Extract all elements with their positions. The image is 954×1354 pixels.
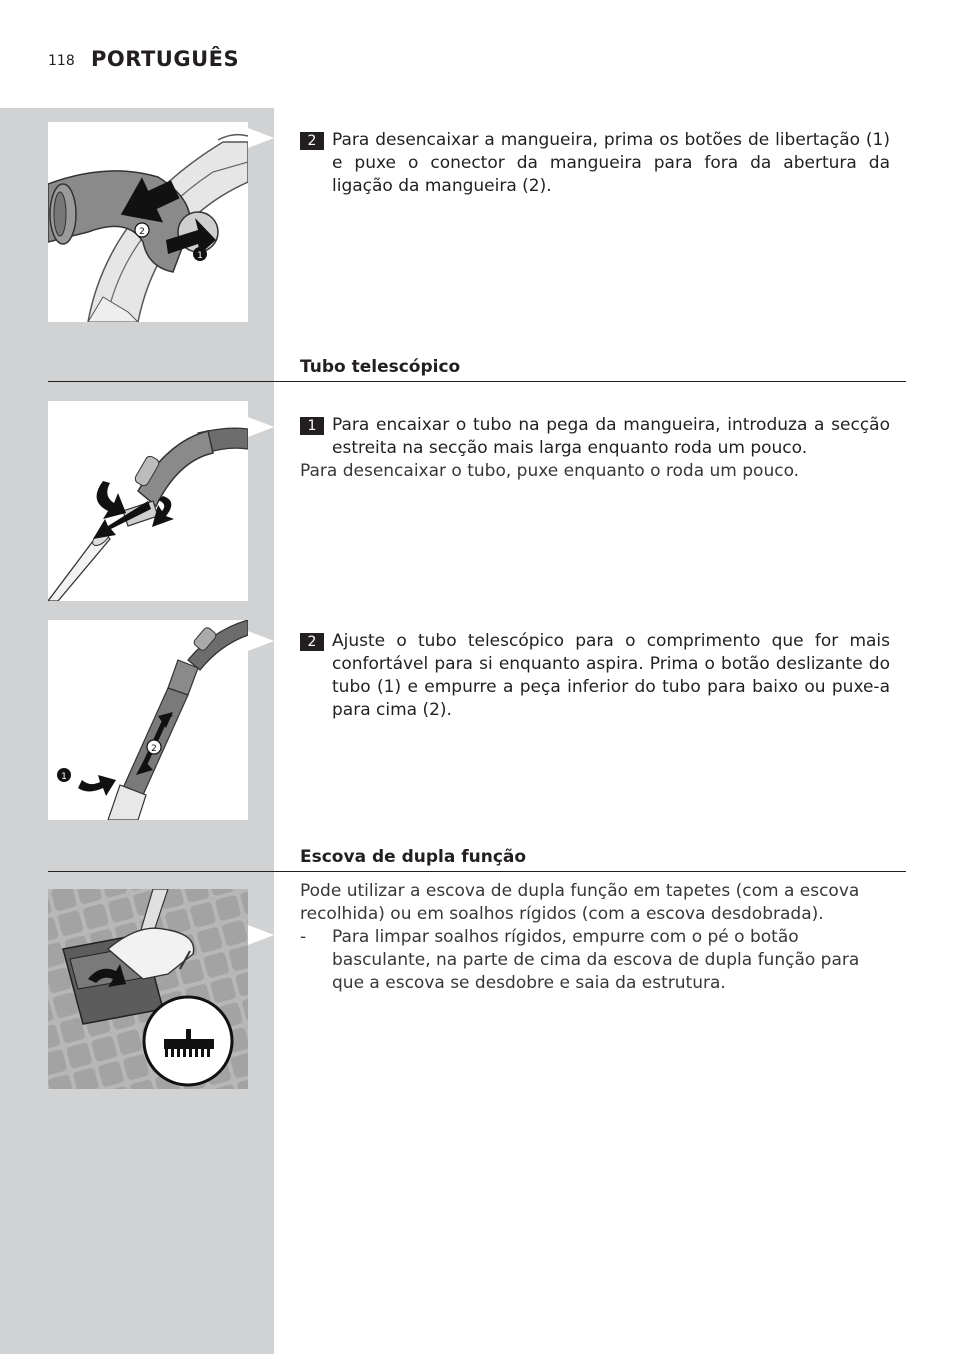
- heading-dual-brush: Escova de dupla função: [300, 847, 527, 867]
- detach-tube-note: Para desencaixar o tubo, puxe enquanto o roda um pouco.: [300, 461, 800, 481]
- badge-1: 1: [61, 772, 67, 782]
- step-text: Para desencaixar a mangueira, prima os botões de libertação (1) e puxe o conector da mangueira para fora da abertura da ligação da mangueira (2).: [332, 130, 890, 196]
- brush-floor-illustration: [48, 889, 248, 1089]
- badge-1: 1: [197, 251, 203, 261]
- step-number: 2: [300, 132, 324, 150]
- badge-2: 2: [139, 227, 145, 237]
- illustration-pointer: [248, 925, 274, 945]
- brush-intro-text: Pode utilizar a escova de dupla função em tapetes (com a escova recolhida) ou em soalhos rígidos (com a escova desdobrada).: [300, 881, 860, 924]
- illustration-pointer: [248, 631, 274, 651]
- badge-2: 2: [151, 744, 157, 754]
- tube-attach-illustration: [48, 401, 248, 601]
- page-number: 118: [48, 53, 75, 69]
- bullet-text: Para limpar soalhos rígidos, empurre com o pé o botão basculante, na parte de cima da escova de dupla função para que a escova se desdobre e saia da estrutura.: [332, 927, 860, 993]
- illustration-pointer: [248, 417, 274, 437]
- step-text: Para encaixar o tubo na pega da mangueira, introduza a secção estreita na secção mais larga enquanto roda um pouco.: [332, 415, 890, 458]
- bullet-dash: -: [300, 927, 307, 947]
- brush-instruction-bullet: [300, 926, 890, 995]
- language-title: PORTUGUÊS: [91, 47, 240, 71]
- tube-adjust-illustration: [48, 620, 248, 820]
- step-adjust-tube: [300, 630, 890, 722]
- hose-disconnect-illustration: [48, 122, 248, 322]
- step-text: Ajuste o tubo telescópico para o comprimento que for mais confortável para si enquanto aspira. Prima o botão deslizante do tubo (1) e empurre a peça inferior do tubo para baixo ou puxe-a para cima (2).: [332, 631, 890, 720]
- step-disconnect-hose: [300, 129, 890, 198]
- heading-telescopic-tube: Tubo telescópico: [300, 357, 461, 377]
- step-number: 2: [300, 633, 324, 651]
- section-divider: [48, 381, 906, 382]
- step-attach-tube: [300, 414, 890, 460]
- step-number: 1: [300, 417, 324, 435]
- illustration-pointer: [248, 128, 274, 148]
- section-divider: [48, 871, 906, 872]
